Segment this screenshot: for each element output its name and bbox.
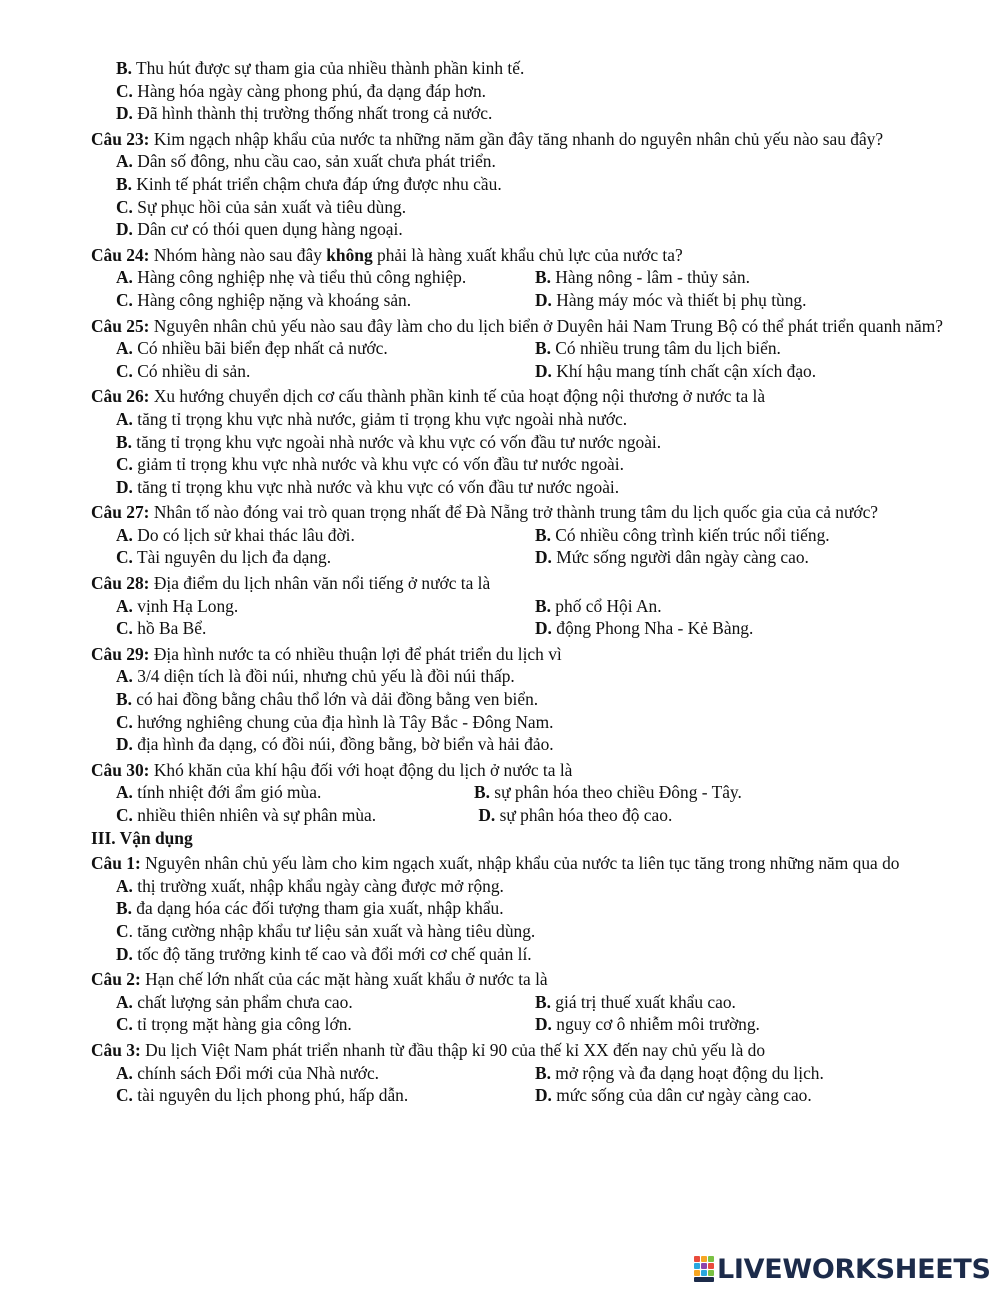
answer-option-a[interactable]: A. tính nhiệt đới ẩm gió mùa. [116, 782, 322, 803]
answer-option-d[interactable]: D. tốc độ tăng trưởng kinh tế cao và đổi mới cơ chế quản lí. [116, 943, 532, 964]
answer-row [91, 617, 966, 640]
answer-option-b[interactable]: B. Có nhiều công trình kiến trúc nổi tiếng. [535, 524, 830, 545]
answer-option-b[interactable]: B. Hàng nông - lâm - thủy sản. [535, 267, 750, 288]
answer-option-b[interactable]: B. sự phân hóa theo chiều Đông - Tây. [474, 782, 742, 803]
liveworksheets-logo[interactable] [693, 1253, 991, 1285]
answer-option-b[interactable]: B. mở rộng và đa dạng hoạt động du lịch. [535, 1062, 824, 1083]
answer-option-d[interactable]: D. mức sống của dân cư ngày càng cao. [535, 1085, 812, 1106]
answer-option-b[interactable]: B. Thu hút được sự tham gia của nhiều thành phần kinh tế. [116, 58, 525, 78]
question-stem: Câu 24: Nhóm hàng nào sau đây không phải là hàng xuất khẩu chủ lực của nước ta? [91, 244, 683, 265]
answer-option-d[interactable]: D. tăng tỉ trọng khu vực nhà nước và khu vực có vốn đầu tư nước ngoài. [116, 476, 620, 497]
answer-option-c[interactable]: C. tài nguyên du lịch phong phú, hấp dẫn. [116, 1085, 409, 1106]
question-28 [91, 572, 966, 640]
answer-option-d[interactable]: D. động Phong Nha - Kẻ Bàng. [535, 618, 754, 639]
answer-option-c[interactable]: C. tăng cường nhập khẩu tư liệu sản xuất và hàng tiêu dùng. [116, 920, 536, 941]
question-v1 [91, 852, 966, 965]
question-22-continuation [91, 57, 966, 125]
answer-row [91, 337, 966, 360]
question-stem: Câu 26: Xu hướng chuyển dịch cơ cấu thành phần kinh tế của hoạt động nội thương ở nước ta là [91, 386, 766, 407]
answer-option-a[interactable]: A. Có nhiều bãi biển đẹp nhất cả nước. [116, 338, 388, 359]
question-29 [91, 643, 966, 756]
liveworksheets-icon [693, 1254, 715, 1284]
question-stem: Câu 23: Kim ngạch nhập khẩu của nước ta những năm gần đây tăng nhanh do nguyên nhân chủ yếu nào sau đây? [91, 128, 884, 149]
question-stem: Câu 25: Nguyên nhân chủ yếu nào sau đây làm cho du lịch biển ở Duyên hải Nam Trung Bộ có thể phát triển quanh năm? [91, 315, 944, 336]
answer-option-c[interactable]: C. Hàng hóa ngày càng phong phú, đa dạng đáp hơn. [116, 80, 486, 101]
question-stem: Câu 30: Khó khăn của khí hậu đối với hoạt động du lịch ở nước ta là [91, 759, 573, 780]
answer-option-c[interactable]: C. Có nhiều di sản. [116, 360, 251, 381]
question-v2 [91, 968, 966, 1036]
answer-row [91, 289, 966, 312]
answer-row [91, 1062, 966, 1085]
answer-option-d[interactable]: D. nguy cơ ô nhiễm môi trường. [535, 1014, 760, 1035]
answer-row [91, 266, 966, 289]
answer-row [91, 360, 966, 383]
answer-option-b[interactable]: B. có hai đồng bằng châu thổ lớn và dải đồng bằng ven biển. [116, 689, 539, 710]
answer-option-b[interactable]: B. tăng tỉ trọng khu vực ngoài nhà nước và khu vực có vốn đầu tư nước ngoài. [116, 431, 662, 452]
question-stem: Câu 28: Địa điểm du lịch nhân văn nổi tiếng ở nước ta là [91, 573, 491, 594]
answer-option-d[interactable]: D. Đã hình thành thị trường thống nhất trong cả nước. [116, 103, 493, 124]
answer-option-c[interactable]: C. nhiều thiên nhiên và sự phân mùa. [116, 805, 377, 825]
answer-option-d[interactable]: D. sự phân hóa theo độ cao. [478, 805, 673, 825]
answer-option-a[interactable]: A. chính sách Đổi mới của Nhà nước. [116, 1062, 380, 1083]
answer-row [91, 524, 966, 547]
answer-option-d[interactable]: D. địa hình đa dạng, có đồi núi, đồng bằng, bờ biển và hải đảo. [116, 734, 554, 755]
answer-option-d[interactable]: D. Dân cư có thói quen dụng hàng ngoại. [116, 219, 403, 240]
question-v3 [91, 1039, 966, 1107]
question-26 [91, 385, 966, 498]
answer-option-c[interactable]: C. hồ Ba Bể. [116, 618, 207, 639]
answer-option-c[interactable]: C. Tài nguyên du lịch đa dạng. [116, 547, 332, 568]
question-stem: Câu 2: Hạn chế lớn nhất của các mặt hàng xuất khẩu ở nước ta là [91, 969, 548, 990]
answer-option-a[interactable]: A. Do có lịch sử khai thác lâu đời. [116, 524, 355, 545]
answer-option-a[interactable]: A. vịnh Hạ Long. [116, 595, 239, 616]
section-heading: III. Vận dụng [91, 827, 193, 848]
question-stem: Câu 3: Du lịch Việt Nam phát triển nhanh từ đầu thập kỉ 90 của thế kỉ XX đến nay chủ yếu là do [91, 1039, 766, 1060]
answer-option-b[interactable]: B. Kinh tế phát triển chậm chưa đáp ứng được nhu cầu. [116, 173, 502, 194]
question-24 [91, 244, 966, 312]
answer-row [91, 1013, 966, 1036]
answer-option-c[interactable]: C. tỉ trọng mặt hàng gia công lớn. [116, 1014, 352, 1035]
answer-option-a[interactable]: A. tăng tỉ trọng khu vực nhà nước, giảm tỉ trọng khu vực ngoài nhà nước. [116, 408, 628, 429]
answer-option-a[interactable]: A. thị trường xuất, nhập khẩu ngày càng được mở rộng. [116, 875, 504, 896]
answer-option-c[interactable]: C. hướng nghiêng chung của địa hình là Tây Bắc - Đông Nam. [116, 711, 554, 732]
answer-option-a[interactable]: A. chất lượng sản phẩm chưa cao. [116, 991, 353, 1012]
answer-option-a[interactable]: A. Dân số đông, nhu cầu cao, sản xuất chưa phát triển. [116, 151, 496, 172]
question-27 [91, 501, 966, 569]
answer-option-d[interactable]: D. Hàng máy móc và thiết bị phụ tùng. [535, 289, 807, 310]
answer-option-d[interactable]: D. Khí hậu mang tính chất cận xích đạo. [535, 360, 817, 381]
worksheet-document [91, 57, 966, 1107]
answer-option-b[interactable]: B. đa dạng hóa các đối tượng tham gia xuất, nhập khẩu. [116, 898, 504, 919]
answer-option-c[interactable]: C. giảm tỉ trọng khu vực nhà nước và khu vực có vốn đầu tư nước ngoài. [116, 454, 624, 475]
question-stem: Câu 27: Nhân tố nào đóng vai trò quan trọng nhất để Đà Nẵng trở thành trung tâm du lịch quốc gia của cả nước? [91, 502, 879, 523]
answer-row [91, 546, 966, 569]
answer-row [91, 991, 966, 1014]
answer-row [91, 781, 966, 804]
answer-option-c[interactable]: C. Sự phục hồi của sản xuất và tiêu dùng. [116, 196, 407, 217]
question-30 [91, 759, 966, 827]
answer-row [91, 595, 966, 618]
answer-option-d[interactable]: D. Mức sống người dân ngày càng cao. [535, 547, 809, 568]
answer-row [91, 804, 966, 827]
answer-option-b[interactable]: B. giá trị thuế xuất khẩu cao. [535, 991, 736, 1012]
brand-name: LIVEWORKSHEETS [717, 1253, 991, 1285]
question-25 [91, 315, 966, 383]
answer-option-b[interactable]: B. phố cổ Hội An. [535, 595, 662, 616]
answer-option-b[interactable]: B. Có nhiều trung tâm du lịch biển. [535, 338, 781, 359]
answer-option-a[interactable]: A. Hàng công nghiệp nhẹ và tiểu thủ công nghiệp. [116, 267, 467, 288]
answer-option-c[interactable]: C. Hàng công nghiệp nặng và khoáng sản. [116, 289, 412, 310]
question-stem: Câu 29: Địa hình nước ta có nhiều thuận lợi để phát triển du lịch vì [91, 643, 562, 664]
answer-row [91, 1084, 966, 1107]
question-23 [91, 128, 966, 241]
answer-option-a[interactable]: A. 3/4 diện tích là đồi núi, nhưng chủ yếu là đồi núi thấp. [116, 666, 515, 687]
question-stem: Câu 1: Nguyên nhân chủ yếu làm cho kim ngạch xuất, nhập khẩu của nước ta liên tục tăng trong những năm qua do [91, 853, 900, 874]
